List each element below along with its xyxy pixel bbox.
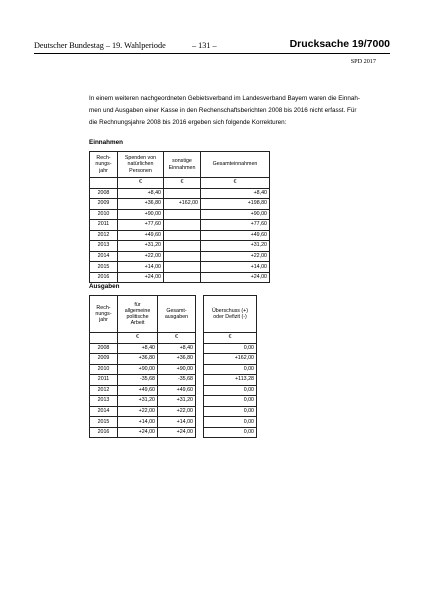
- table-row: [204, 375, 257, 386]
- ueberschuss-header-row: [204, 296, 257, 333]
- ausgaben-title: Ausgaben: [89, 283, 120, 290]
- table-row: [90, 417, 196, 428]
- einnahmen-table: [89, 151, 270, 283]
- year-cell: 2008: [90, 188, 118, 199]
- table-row: [90, 385, 196, 396]
- table-row: [204, 417, 257, 428]
- value-cell: +8,40: [201, 188, 270, 199]
- table-row: [204, 396, 257, 407]
- value-cell: +90,00: [158, 364, 196, 375]
- ueberschuss-table: [203, 295, 257, 438]
- year-cell: 2008: [90, 343, 118, 354]
- value-cell: +113,28: [204, 375, 257, 386]
- table-row: [90, 396, 196, 407]
- value-cell: +49,60: [201, 230, 270, 241]
- currency-cell: €: [118, 333, 158, 344]
- value-cell: +162,00: [204, 354, 257, 365]
- value-cell: [164, 209, 201, 220]
- currency-row: [90, 333, 196, 344]
- einnahmen-title: Einnahmen: [89, 139, 123, 146]
- value-cell: +8,40: [118, 188, 164, 199]
- value-cell: [164, 220, 201, 231]
- col-header: Gesamteinnahmen: [201, 152, 270, 178]
- value-cell: +14,00: [118, 262, 164, 273]
- ausgaben-body: [90, 343, 196, 438]
- table-row: [90, 220, 270, 231]
- currency-row: [90, 178, 270, 189]
- table-row: [204, 343, 257, 354]
- value-cell: -35,68: [158, 375, 196, 386]
- col-header: Rech- nungs- jahr: [90, 296, 118, 333]
- value-cell: +49,60: [118, 230, 164, 241]
- table-row: [204, 385, 257, 396]
- table-row: [204, 364, 257, 375]
- value-cell: +24,00: [201, 272, 270, 283]
- header-left: Deutscher Bundestag – 19. Wahlperiode: [34, 41, 166, 50]
- header-rule: [34, 53, 390, 54]
- currency-cell: €: [118, 178, 164, 189]
- value-cell: +8,40: [118, 343, 158, 354]
- value-cell: +90,00: [118, 209, 164, 220]
- value-cell: [164, 188, 201, 199]
- year-cell: 2016: [90, 272, 118, 283]
- year-cell: 2013: [90, 396, 118, 407]
- table-row: [90, 230, 270, 241]
- paragraph-line: In einem weiteren nachgeordneten Gebietsverband im Landesverband Bayern waren die Einnah-: [89, 95, 360, 102]
- page-number: – 131 –: [192, 41, 217, 50]
- value-cell: +14,00: [158, 417, 196, 428]
- doc-label: Drucksache 19/: [289, 38, 367, 50]
- value-cell: +31,20: [118, 241, 164, 252]
- table-row: [90, 209, 270, 220]
- ausgaben-table: [89, 295, 196, 438]
- table-row: [90, 364, 196, 375]
- value-cell: +90,00: [201, 209, 270, 220]
- value-cell: +22,00: [118, 406, 158, 417]
- value-cell: +8,40: [158, 343, 196, 354]
- ueberschuss-body: [204, 343, 257, 438]
- value-cell: [164, 241, 201, 252]
- value-cell: 0,00: [204, 406, 257, 417]
- year-cell: 2016: [90, 427, 118, 438]
- intro-paragraph: [89, 93, 387, 129]
- value-cell: +24,00: [158, 427, 196, 438]
- value-cell: +36,80: [158, 354, 196, 365]
- year-cell: 2012: [90, 385, 118, 396]
- value-cell: 0,00: [204, 427, 257, 438]
- table-row: [90, 262, 270, 273]
- table-row: [90, 188, 270, 199]
- doc-number-value: 7000: [366, 38, 390, 50]
- value-cell: [164, 230, 201, 241]
- value-cell: 0,00: [204, 385, 257, 396]
- value-cell: +22,00: [118, 251, 164, 262]
- einnahmen-body: [90, 188, 270, 283]
- value-cell: 0,00: [204, 396, 257, 407]
- year-cell: 2011: [90, 375, 118, 386]
- paragraph-line: die Rechnungsjahre 2008 bis 2016 ergeben sich folgende Korrekturen:: [89, 119, 287, 126]
- currency-row: [204, 333, 257, 344]
- year-cell: 2009: [90, 199, 118, 210]
- table-row: [90, 241, 270, 252]
- currency-cell: €: [201, 178, 270, 189]
- value-cell: [164, 262, 201, 273]
- col-header: Gesamt- ausgaben: [158, 296, 196, 333]
- value-cell: +22,00: [158, 406, 196, 417]
- year-cell: 2015: [90, 262, 118, 273]
- value-cell: +162,00: [164, 199, 201, 210]
- currency-cell: €: [158, 333, 196, 344]
- table-row: [90, 199, 270, 210]
- ausgaben-header-row: [90, 296, 196, 333]
- party-label: SPD 2017: [350, 58, 376, 65]
- value-cell: +31,20: [158, 396, 196, 407]
- col-header: sonstige Einnahmen: [164, 152, 201, 178]
- value-cell: +49,60: [118, 385, 158, 396]
- value-cell: [164, 251, 201, 262]
- value-cell: +36,80: [118, 199, 164, 210]
- value-cell: -35,68: [118, 375, 158, 386]
- year-cell: 2010: [90, 364, 118, 375]
- value-cell: +49,60: [158, 385, 196, 396]
- year-cell: 2010: [90, 209, 118, 220]
- currency-cell: [90, 178, 118, 189]
- value-cell: +14,00: [201, 262, 270, 273]
- col-header-text: Rech- nungs- jahr: [95, 155, 112, 174]
- value-cell: +36,80: [118, 354, 158, 365]
- value-cell: +31,20: [118, 396, 158, 407]
- table-row: [90, 375, 196, 386]
- table-row: [90, 406, 196, 417]
- currency-cell: €: [164, 178, 201, 189]
- value-cell: +77,60: [118, 220, 164, 231]
- col-header: Überschuss (+) oder Defizit (-): [204, 296, 257, 333]
- year-cell: 2009: [90, 354, 118, 365]
- table-row: [90, 427, 196, 438]
- table-row: [90, 343, 196, 354]
- col-header: [90, 152, 118, 178]
- year-cell: 2011: [90, 220, 118, 231]
- col-header: Spenden von natürlichen Personen: [118, 152, 164, 178]
- value-cell: +90,00: [118, 364, 158, 375]
- value-cell: 0,00: [204, 364, 257, 375]
- value-cell: [164, 272, 201, 283]
- table-row: [90, 354, 196, 365]
- table-row: [204, 406, 257, 417]
- table-row: [204, 354, 257, 365]
- table-row: [90, 251, 270, 262]
- table-row: [90, 272, 270, 283]
- value-cell: +14,00: [118, 417, 158, 428]
- year-cell: 2012: [90, 230, 118, 241]
- currency-cell: [90, 333, 118, 344]
- value-cell: +22,00: [201, 251, 270, 262]
- year-cell: 2015: [90, 417, 118, 428]
- table-row: [204, 427, 257, 438]
- value-cell: +31,20: [201, 241, 270, 252]
- value-cell: 0,00: [204, 343, 257, 354]
- year-cell: 2014: [90, 251, 118, 262]
- einnahmen-header-row: [90, 152, 270, 178]
- value-cell: +24,00: [118, 272, 164, 283]
- value-cell: +198,80: [201, 199, 270, 210]
- value-cell: +24,00: [118, 427, 158, 438]
- value-cell: 0,00: [204, 417, 257, 428]
- doc-number: [290, 38, 390, 50]
- year-cell: 2013: [90, 241, 118, 252]
- page-header: [34, 39, 390, 53]
- value-cell: +77,60: [201, 220, 270, 231]
- year-cell: 2014: [90, 406, 118, 417]
- col-header: für allgemeine politische Arbeit: [118, 296, 158, 333]
- currency-cell: €: [204, 333, 257, 344]
- paragraph-line: men und Ausgaben einer Kasse in den Rechenschaftsberichten 2008 bis 2016 nicht erfasst. Für: [89, 107, 357, 114]
